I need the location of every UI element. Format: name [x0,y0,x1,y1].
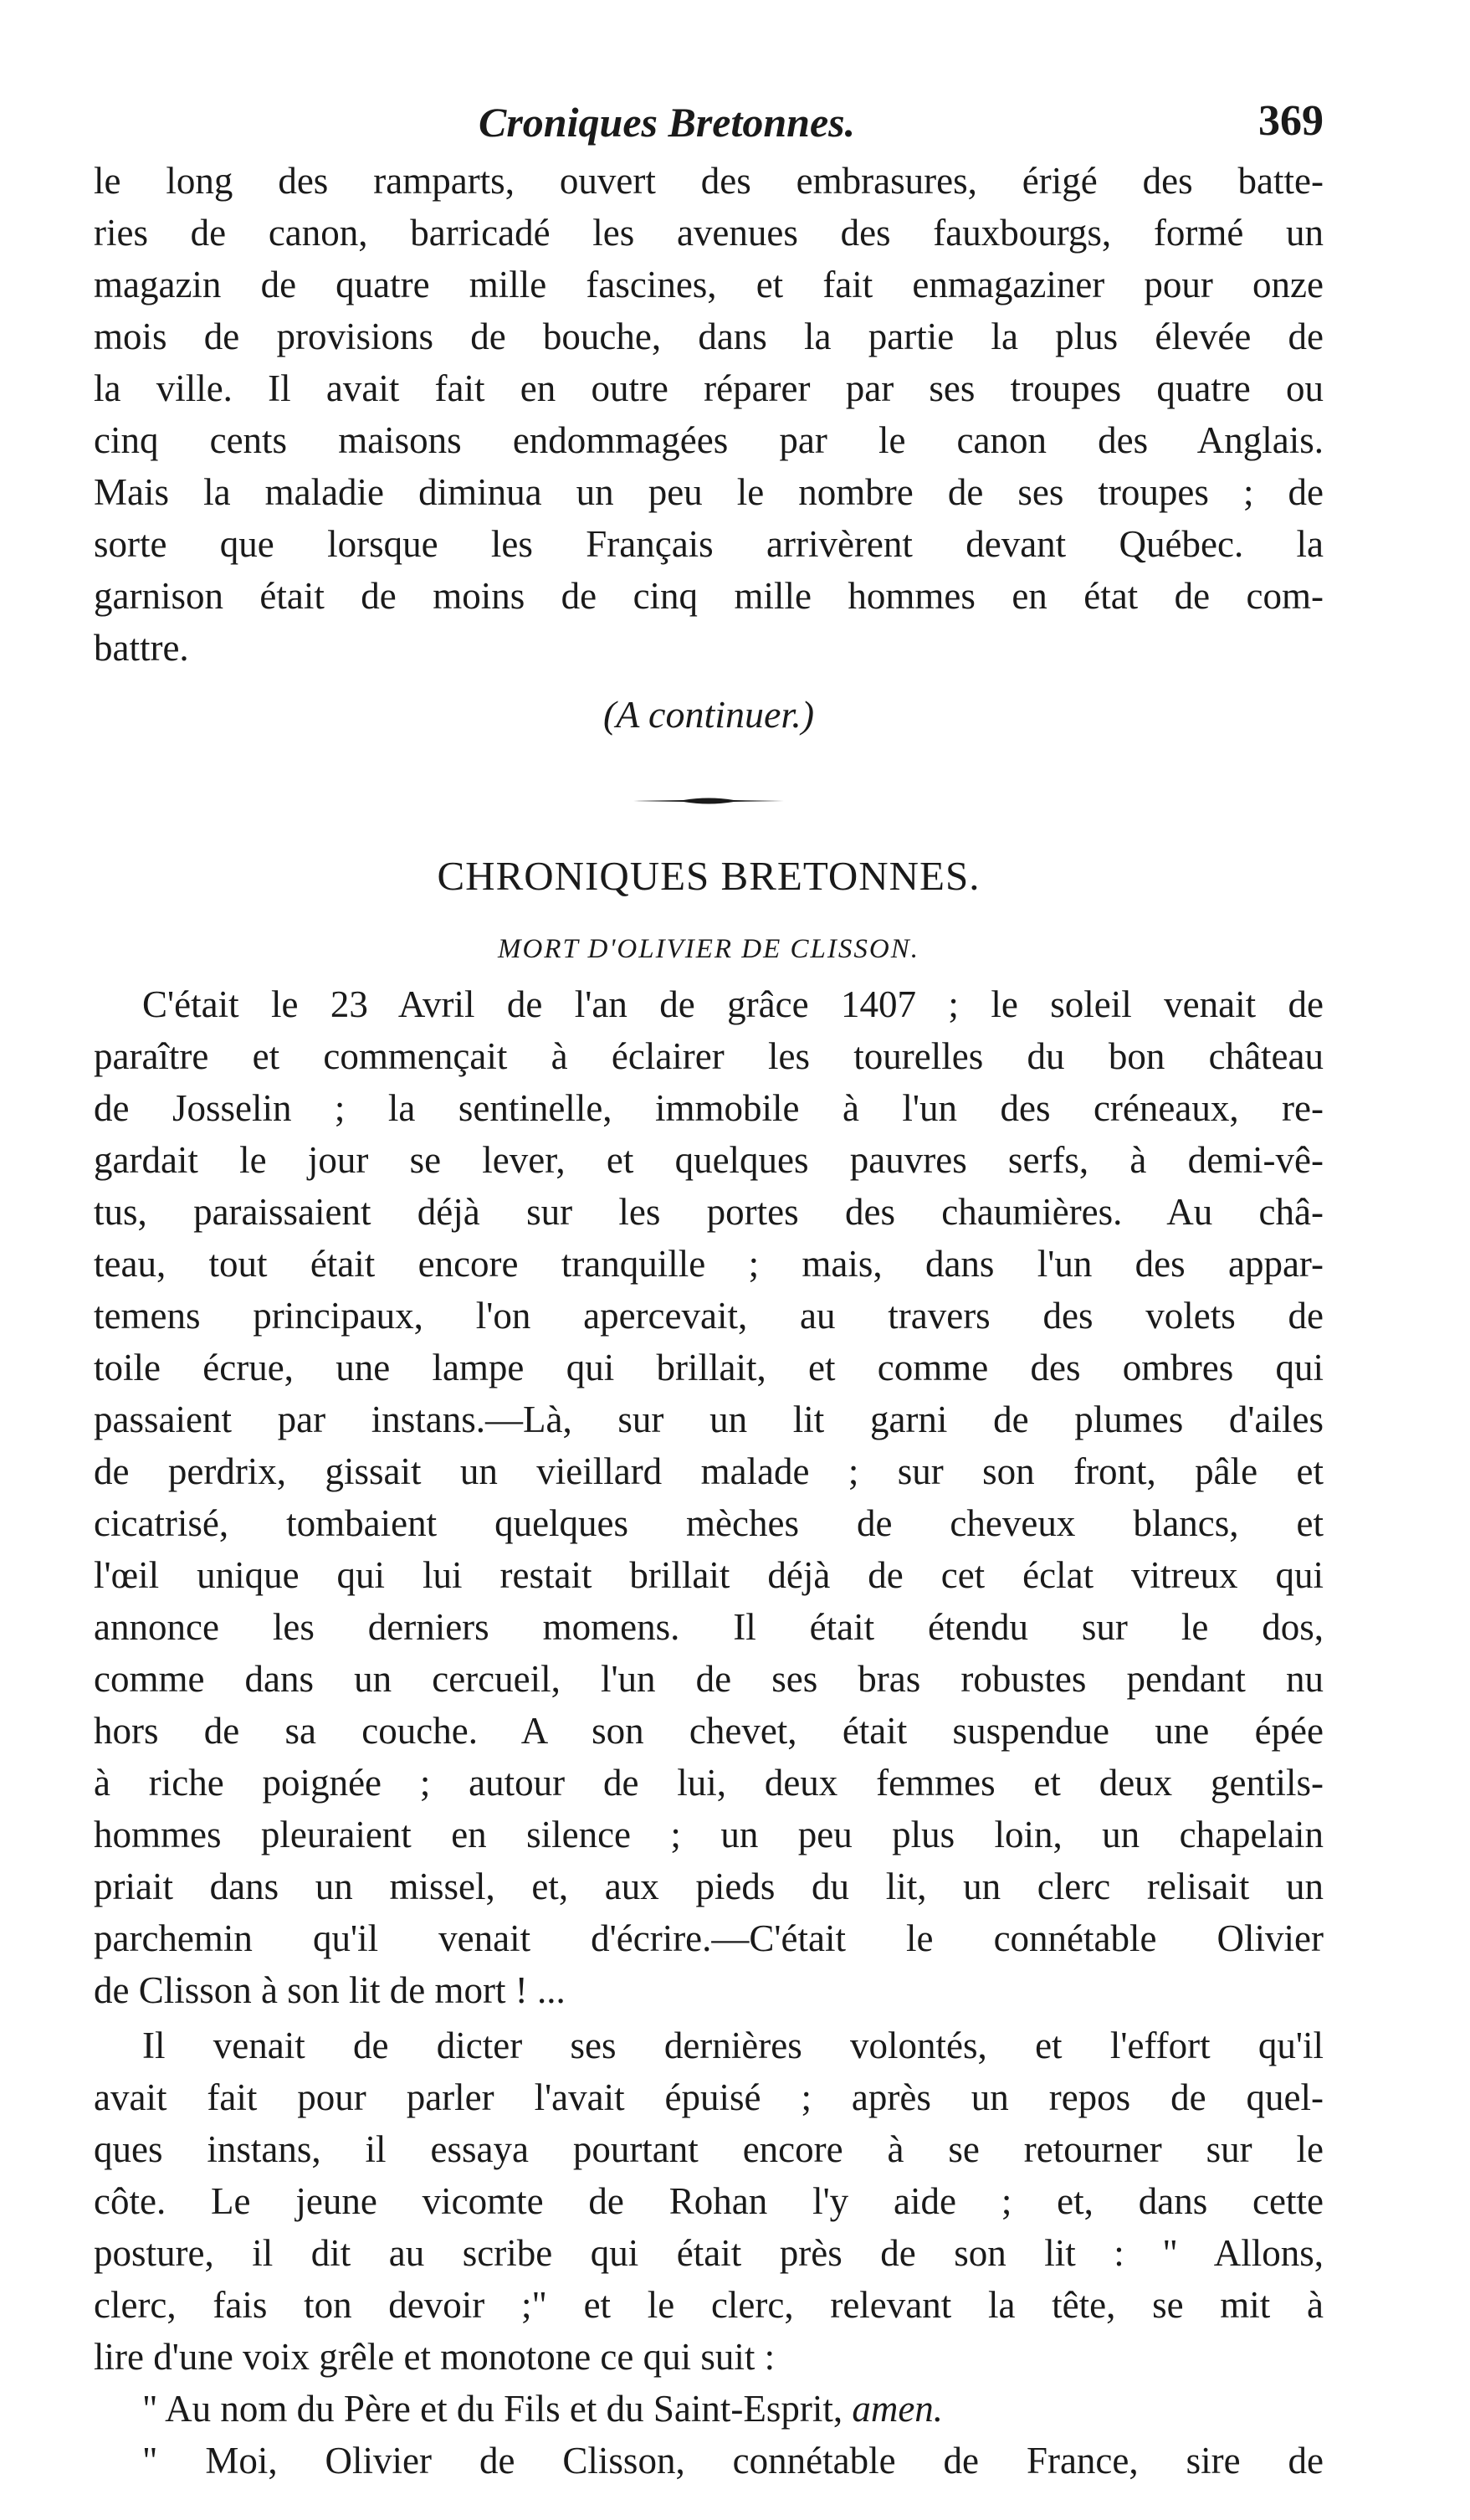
paragraph-1 [94,978,1324,2016]
text-line: lire d'une voix grêle et monotone ce qui suit : [94,2336,776,2378]
paragraph-3 [94,2383,1324,2435]
text-line: de Josselin ; la sentinelle, immobile à l'un des créneaux, re- [94,1087,1324,1129]
text-line: magazin de quatre mille fascines, et fait enmagaziner pour onze [94,264,1324,305]
text-line: teau, tout était encore tranquille ; mais, dans l'un des appar- [94,1243,1324,1285]
text-line: l'œil unique qui lui restait brillait déjà de cet éclat vitreux qui [94,1554,1324,1596]
article-subtitle: MORT D'OLIVIER DE CLISSON. [498,934,919,964]
text-line: battre. [94,627,189,669]
text-line: Il venait de dicter ses dernières volontés, et l'effort qu'il [142,2025,1324,2066]
text-line: Mais la maladie diminua un peu le nombre de ses troupes ; de [94,471,1324,513]
text-line: ries de canon, barricadé les avenues des fauxbourgs, formé un [94,212,1324,254]
text-line: le long des ramparts, ouvert des embrasures, érigé des batte- [94,160,1324,202]
text-line: hommes pleuraient en silence ; un peu plus loin, un chapelain [94,1814,1324,1855]
text-line: mois de provisions de bouche, dans la partie la plus élevée de [94,316,1324,357]
text-line: gardait le jour se lever, et quelques pauvres serfs, à demi-vê- [94,1139,1324,1181]
text-line: hors de sa couche. A son chevet, était suspendue une épée [94,1710,1324,1752]
text-line: sorte que lorsque les Français arrivèrent devant Québec. la [94,523,1324,565]
text-line: posture, il dit au scribe qui était près de son lit : " Allons, [94,2232,1324,2274]
amen-text: amen. [852,2388,944,2430]
text-line: annonce les derniers momens. Il était étendu sur le dos, [94,1606,1324,1648]
text-line: passaient par instans.—Là, sur un lit garni de plumes d'ailes [94,1399,1324,1440]
text-line: à riche poignée ; autour de lui, deux femmes et deux gentils- [94,1762,1324,1804]
text-line: priait dans un missel, et, aux pieds du lit, un clerc relisait un [94,1866,1324,1907]
text-line: ques instans, il essaya pourtant encore à se retourner sur le [94,2128,1324,2170]
text-line: garnison était de moins de cinq mille hommes en état de com- [94,575,1324,617]
text-line: côte. Le jeune vicomte de Rohan l'y aide ; et, dans cette [94,2180,1324,2222]
paragraph-4: " Moi, Olivier de Clisson, connétable de France, sire de [142,2440,1324,2482]
text-line: toile écrue, une lampe qui brillait, et comme des ombres qui [94,1347,1324,1388]
text-line: de Clisson à son lit de mort ! ... [94,1969,566,2011]
running-header [94,88,1324,155]
paragraph-2 [94,2020,1324,2383]
invocation-text: " Au nom du Père et du Fils et du Saint-Esprit, [142,2388,843,2430]
text-line: comme dans un cercueil, l'un de ses bras robustes pendant nu [94,1658,1324,1700]
text-line: temens principaux, l'on apercevait, au travers des volets de [94,1295,1324,1337]
text-line: avait fait pour parler l'avait épuisé ; après un repos de quel- [94,2076,1324,2118]
text-line: cinq cents maisons endommagées par le canon des Anglais. [94,419,1324,461]
ornament-divider [94,794,1324,808]
article-title: CHRONIQUES BRETONNES. [437,853,981,899]
text-line: la ville. Il avait fait en outre réparer par ses troupes quatre ou [94,367,1324,409]
text-line: de perdrix, gissait un vieillard malade ; sur son front, pâle et [94,1450,1324,1492]
continue-note: (A continuer.) [602,693,815,736]
running-title: Croniques Bretonnes. [479,99,856,146]
page-number: 369 [1258,97,1324,145]
text-line: clerc, fais ton devoir ;" et le clerc, relevant la tête, se mit à [94,2284,1324,2326]
text-line: paraître et commençait à éclairer les tourelles du bon château [94,1035,1324,1077]
text-line: tus, paraissaient déjà sur les portes des chaumières. Au châ- [94,1191,1324,1233]
text-line: C'était le 23 Avril de l'an de grâce 1407 ; le soleil venait de [142,983,1324,1025]
continued-text-block [94,155,1324,674]
text-line: parchemin qu'il venait d'écrire.—C'était le connétable Olivier [94,1917,1324,1959]
text-line: cicatrisé, tombaient quelques mèches de cheveux blancs, et [94,1502,1324,1544]
